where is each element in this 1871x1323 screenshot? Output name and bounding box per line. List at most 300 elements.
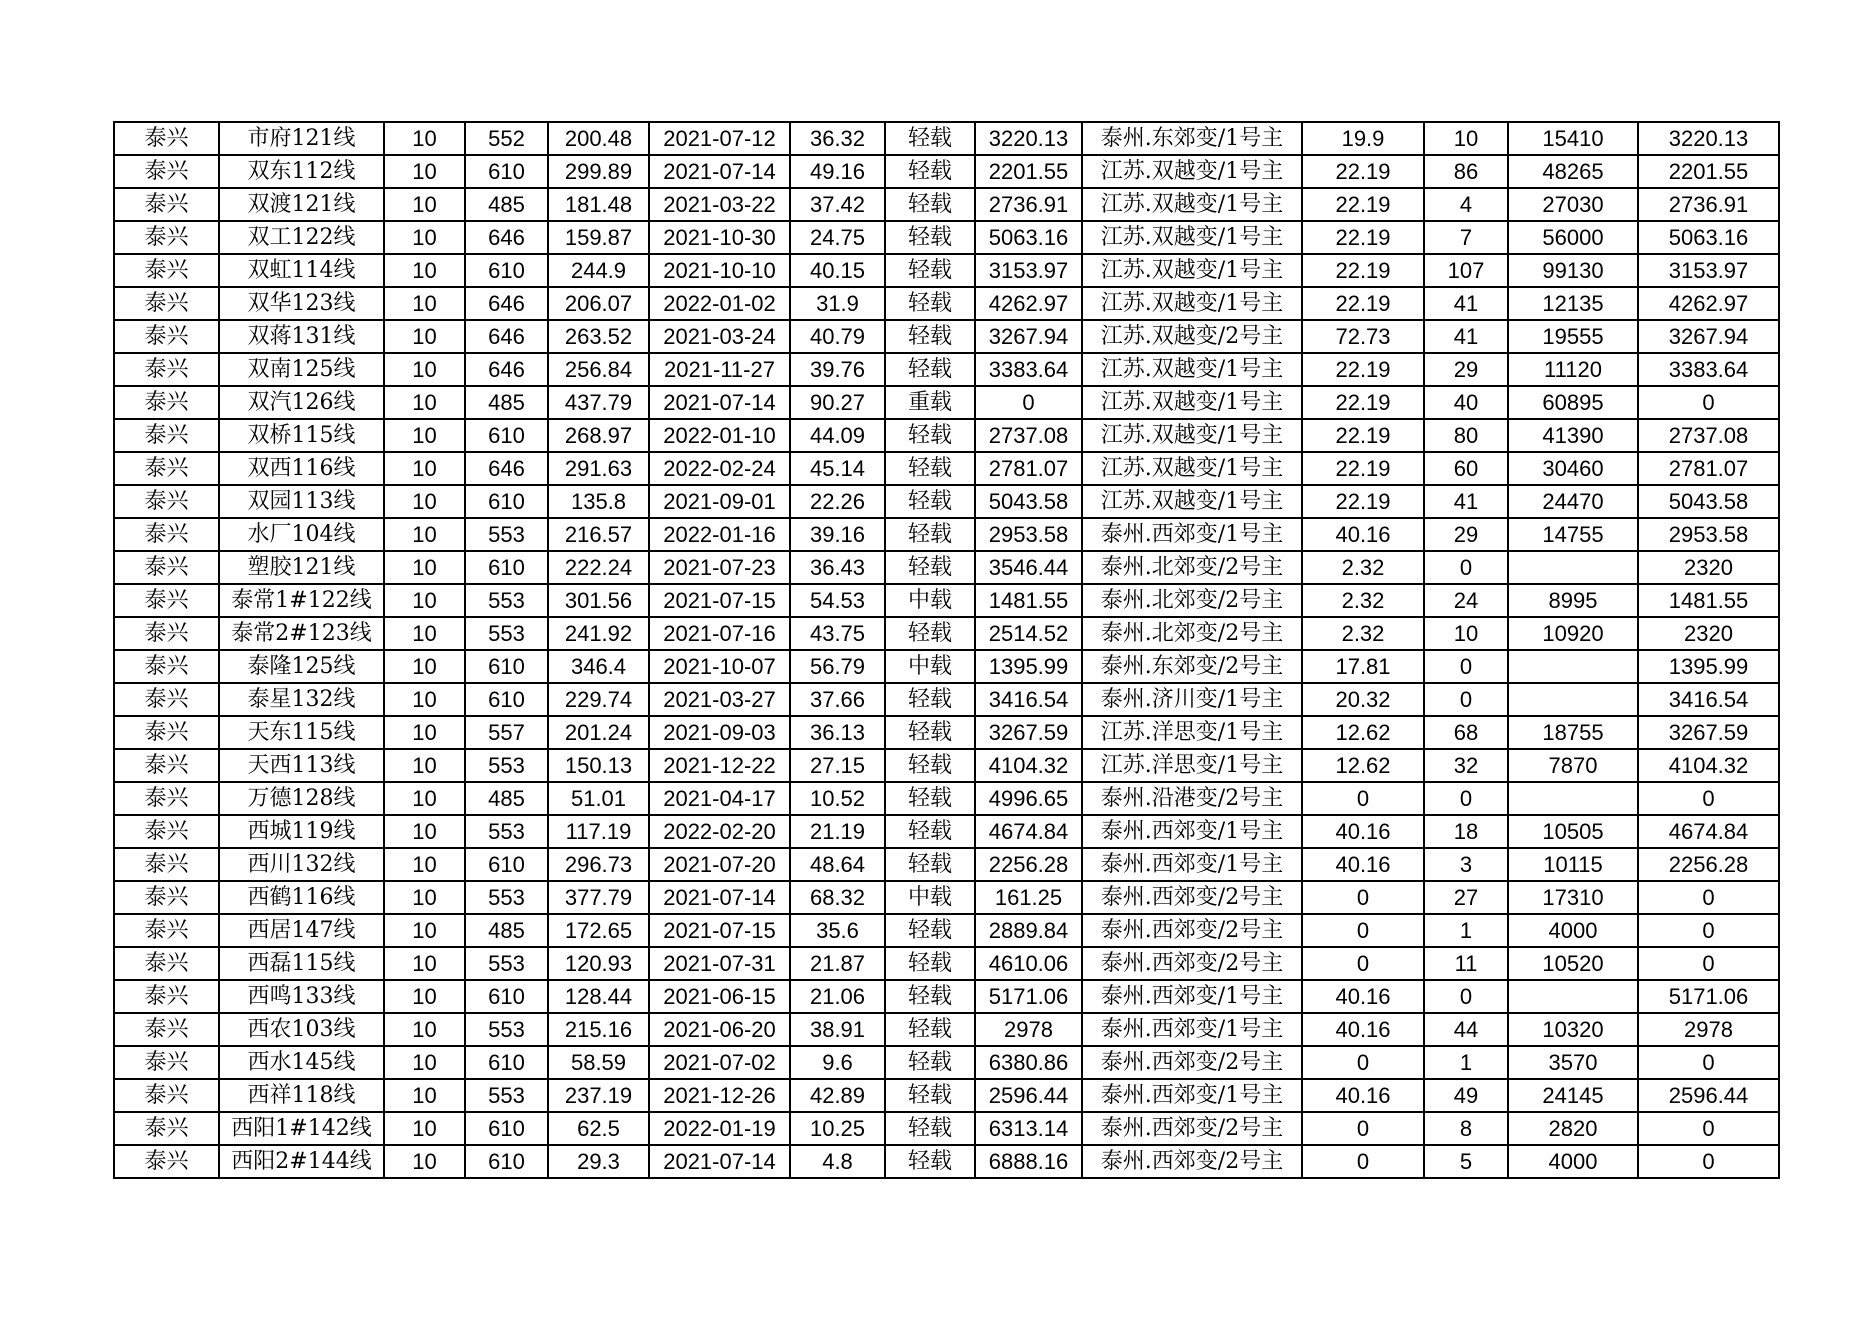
available-capacity-cell: 2514.52 xyxy=(975,617,1082,650)
pending-capacity-cell xyxy=(1508,782,1638,815)
table-row xyxy=(114,1013,1779,1046)
table-row xyxy=(114,881,1779,914)
final-capacity-cell: 2781.07 xyxy=(1638,452,1779,485)
final-capacity-cell: 2978 xyxy=(1638,1013,1779,1046)
table-row xyxy=(114,584,1779,617)
region-cell: 泰兴 xyxy=(114,650,219,683)
load-level-cell: 重载 xyxy=(885,386,975,419)
rated-current-cell: 485 xyxy=(465,386,548,419)
load-rate-cell: 37.66 xyxy=(790,683,885,716)
voltage-cell: 10 xyxy=(384,320,465,353)
pending-count-cell: 41 xyxy=(1424,320,1508,353)
table-body xyxy=(114,122,1779,1178)
load-level-cell: 轻载 xyxy=(885,1079,975,1112)
final-capacity-cell: 3383.64 xyxy=(1638,353,1779,386)
main-transformer-cell: 泰州.北郊变/2号主 xyxy=(1082,551,1302,584)
load-rate-cell: 10.52 xyxy=(790,782,885,815)
peak-date-cell: 2021-12-22 xyxy=(649,749,790,782)
pending-capacity-cell: 12135 xyxy=(1508,287,1638,320)
line-name-cell: 双园113线 xyxy=(219,485,384,518)
pending-capacity-cell: 48265 xyxy=(1508,155,1638,188)
line-name-cell: 西磊115线 xyxy=(219,947,384,980)
pending-count-cell: 44 xyxy=(1424,1013,1508,1046)
voltage-cell: 10 xyxy=(384,650,465,683)
transformer-margin-cell: 22.19 xyxy=(1302,452,1424,485)
line-name-cell: 泰常1#122线 xyxy=(219,584,384,617)
table-row xyxy=(114,1079,1779,1112)
main-transformer-cell: 江苏.双越变/2号主 xyxy=(1082,320,1302,353)
line-name-cell: 市府121线 xyxy=(219,122,384,155)
peak-date-cell: 2021-07-14 xyxy=(649,1145,790,1178)
table-row xyxy=(114,980,1779,1013)
peak-date-cell: 2021-07-15 xyxy=(649,584,790,617)
pending-count-cell: 18 xyxy=(1424,815,1508,848)
region-cell: 泰兴 xyxy=(114,320,219,353)
feeder-load-table xyxy=(113,121,1780,1179)
load-rate-cell: 31.9 xyxy=(790,287,885,320)
voltage-cell: 10 xyxy=(384,1046,465,1079)
main-transformer-cell: 江苏.双越变/1号主 xyxy=(1082,386,1302,419)
peak-date-cell: 2021-07-16 xyxy=(649,617,790,650)
pending-count-cell: 41 xyxy=(1424,287,1508,320)
rated-current-cell: 610 xyxy=(465,419,548,452)
transformer-margin-cell: 40.16 xyxy=(1302,1079,1424,1112)
voltage-cell: 10 xyxy=(384,1145,465,1178)
transformer-margin-cell: 0 xyxy=(1302,1112,1424,1145)
final-capacity-cell: 5063.16 xyxy=(1638,221,1779,254)
main-transformer-cell: 泰州.西郊变/1号主 xyxy=(1082,980,1302,1013)
rated-current-cell: 553 xyxy=(465,617,548,650)
voltage-cell: 10 xyxy=(384,848,465,881)
line-name-cell: 天东115线 xyxy=(219,716,384,749)
peak-date-cell: 2021-07-02 xyxy=(649,1046,790,1079)
line-name-cell: 西川132线 xyxy=(219,848,384,881)
rated-current-cell: 485 xyxy=(465,782,548,815)
rated-current-cell: 553 xyxy=(465,518,548,551)
load-current-cell: 172.65 xyxy=(548,914,649,947)
voltage-cell: 10 xyxy=(384,1013,465,1046)
pending-capacity-cell: 56000 xyxy=(1508,221,1638,254)
voltage-cell: 10 xyxy=(384,683,465,716)
pending-capacity-cell: 18755 xyxy=(1508,716,1638,749)
load-rate-cell: 21.87 xyxy=(790,947,885,980)
pending-capacity-cell: 30460 xyxy=(1508,452,1638,485)
voltage-cell: 10 xyxy=(384,155,465,188)
load-level-cell: 轻载 xyxy=(885,518,975,551)
rated-current-cell: 646 xyxy=(465,353,548,386)
rated-current-cell: 610 xyxy=(465,155,548,188)
load-level-cell: 轻载 xyxy=(885,848,975,881)
final-capacity-cell: 0 xyxy=(1638,1112,1779,1145)
pending-capacity-cell: 10920 xyxy=(1508,617,1638,650)
line-name-cell: 西阳2#144线 xyxy=(219,1145,384,1178)
load-rate-cell: 24.75 xyxy=(790,221,885,254)
rated-current-cell: 610 xyxy=(465,980,548,1013)
line-name-cell: 塑胶121线 xyxy=(219,551,384,584)
final-capacity-cell: 3220.13 xyxy=(1638,122,1779,155)
line-name-cell: 双南125线 xyxy=(219,353,384,386)
load-level-cell: 轻载 xyxy=(885,914,975,947)
load-rate-cell: 38.91 xyxy=(790,1013,885,1046)
rated-current-cell: 610 xyxy=(465,1112,548,1145)
region-cell: 泰兴 xyxy=(114,386,219,419)
pending-count-cell: 0 xyxy=(1424,683,1508,716)
table-row xyxy=(114,287,1779,320)
load-rate-cell: 21.19 xyxy=(790,815,885,848)
line-name-cell: 泰星132线 xyxy=(219,683,384,716)
table-row xyxy=(114,485,1779,518)
region-cell: 泰兴 xyxy=(114,1013,219,1046)
load-current-cell: 201.24 xyxy=(548,716,649,749)
load-current-cell: 128.44 xyxy=(548,980,649,1013)
peak-date-cell: 2022-02-20 xyxy=(649,815,790,848)
available-capacity-cell: 5063.16 xyxy=(975,221,1082,254)
rated-current-cell: 646 xyxy=(465,320,548,353)
available-capacity-cell: 6380.86 xyxy=(975,1046,1082,1079)
table-row xyxy=(114,518,1779,551)
pending-capacity-cell: 7870 xyxy=(1508,749,1638,782)
load-level-cell: 轻载 xyxy=(885,815,975,848)
load-current-cell: 58.59 xyxy=(548,1046,649,1079)
pending-capacity-cell: 10505 xyxy=(1508,815,1638,848)
rated-current-cell: 610 xyxy=(465,485,548,518)
main-transformer-cell: 泰州.东郊变/1号主 xyxy=(1082,122,1302,155)
voltage-cell: 10 xyxy=(384,749,465,782)
main-transformer-cell: 江苏.双越变/1号主 xyxy=(1082,287,1302,320)
table-row xyxy=(114,650,1779,683)
voltage-cell: 10 xyxy=(384,188,465,221)
rated-current-cell: 646 xyxy=(465,221,548,254)
region-cell: 泰兴 xyxy=(114,287,219,320)
pending-capacity-cell: 17310 xyxy=(1508,881,1638,914)
pending-count-cell: 0 xyxy=(1424,980,1508,1013)
line-name-cell: 双虹114线 xyxy=(219,254,384,287)
region-cell: 泰兴 xyxy=(114,881,219,914)
table-row xyxy=(114,188,1779,221)
available-capacity-cell: 2256.28 xyxy=(975,848,1082,881)
load-level-cell: 轻载 xyxy=(885,254,975,287)
load-rate-cell: 43.75 xyxy=(790,617,885,650)
region-cell: 泰兴 xyxy=(114,683,219,716)
voltage-cell: 10 xyxy=(384,584,465,617)
transformer-margin-cell: 0 xyxy=(1302,1145,1424,1178)
rated-current-cell: 553 xyxy=(465,881,548,914)
transformer-margin-cell: 0 xyxy=(1302,947,1424,980)
pending-capacity-cell xyxy=(1508,683,1638,716)
load-level-cell: 中载 xyxy=(885,584,975,617)
pending-count-cell: 32 xyxy=(1424,749,1508,782)
region-cell: 泰兴 xyxy=(114,584,219,617)
pending-capacity-cell: 10520 xyxy=(1508,947,1638,980)
rated-current-cell: 553 xyxy=(465,947,548,980)
load-level-cell: 轻载 xyxy=(885,353,975,386)
region-cell: 泰兴 xyxy=(114,848,219,881)
table-row xyxy=(114,1145,1779,1178)
main-transformer-cell: 泰州.沿港变/2号主 xyxy=(1082,782,1302,815)
available-capacity-cell: 3153.97 xyxy=(975,254,1082,287)
load-rate-cell: 36.32 xyxy=(790,122,885,155)
load-current-cell: 181.48 xyxy=(548,188,649,221)
rated-current-cell: 610 xyxy=(465,1145,548,1178)
final-capacity-cell: 5171.06 xyxy=(1638,980,1779,1013)
load-rate-cell: 56.79 xyxy=(790,650,885,683)
voltage-cell: 10 xyxy=(384,1112,465,1145)
voltage-cell: 10 xyxy=(384,353,465,386)
table-row xyxy=(114,848,1779,881)
pending-capacity-cell: 4000 xyxy=(1508,1145,1638,1178)
table-row xyxy=(114,419,1779,452)
voltage-cell: 10 xyxy=(384,815,465,848)
final-capacity-cell: 2201.55 xyxy=(1638,155,1779,188)
table-row xyxy=(114,353,1779,386)
pending-capacity-cell: 19555 xyxy=(1508,320,1638,353)
pending-count-cell: 107 xyxy=(1424,254,1508,287)
region-cell: 泰兴 xyxy=(114,155,219,188)
pending-count-cell: 10 xyxy=(1424,122,1508,155)
load-current-cell: 51.01 xyxy=(548,782,649,815)
available-capacity-cell: 4104.32 xyxy=(975,749,1082,782)
pending-count-cell: 7 xyxy=(1424,221,1508,254)
voltage-cell: 10 xyxy=(384,122,465,155)
main-transformer-cell: 泰州.西郊变/2号主 xyxy=(1082,1046,1302,1079)
pending-capacity-cell: 60895 xyxy=(1508,386,1638,419)
load-current-cell: 296.73 xyxy=(548,848,649,881)
voltage-cell: 10 xyxy=(384,1079,465,1112)
load-level-cell: 轻载 xyxy=(885,617,975,650)
pending-capacity-cell: 99130 xyxy=(1508,254,1638,287)
peak-date-cell: 2021-11-27 xyxy=(649,353,790,386)
main-transformer-cell: 江苏.双越变/1号主 xyxy=(1082,254,1302,287)
pending-capacity-cell: 3570 xyxy=(1508,1046,1638,1079)
load-rate-cell: 9.6 xyxy=(790,1046,885,1079)
load-rate-cell: 10.25 xyxy=(790,1112,885,1145)
load-level-cell: 轻载 xyxy=(885,749,975,782)
rated-current-cell: 553 xyxy=(465,584,548,617)
table-row xyxy=(114,782,1779,815)
load-level-cell: 轻载 xyxy=(885,188,975,221)
transformer-margin-cell: 0 xyxy=(1302,1046,1424,1079)
line-name-cell: 双蒋131线 xyxy=(219,320,384,353)
transformer-margin-cell: 2.32 xyxy=(1302,584,1424,617)
pending-capacity-cell: 41390 xyxy=(1508,419,1638,452)
pending-count-cell: 1 xyxy=(1424,1046,1508,1079)
voltage-cell: 10 xyxy=(384,914,465,947)
voltage-cell: 10 xyxy=(384,221,465,254)
rated-current-cell: 553 xyxy=(465,815,548,848)
voltage-cell: 10 xyxy=(384,254,465,287)
peak-date-cell: 2021-07-15 xyxy=(649,914,790,947)
final-capacity-cell: 2596.44 xyxy=(1638,1079,1779,1112)
available-capacity-cell: 2596.44 xyxy=(975,1079,1082,1112)
load-current-cell: 299.89 xyxy=(548,155,649,188)
load-current-cell: 244.9 xyxy=(548,254,649,287)
final-capacity-cell: 1481.55 xyxy=(1638,584,1779,617)
available-capacity-cell: 4674.84 xyxy=(975,815,1082,848)
main-transformer-cell: 泰州.西郊变/2号主 xyxy=(1082,947,1302,980)
pending-capacity-cell xyxy=(1508,551,1638,584)
load-current-cell: 120.93 xyxy=(548,947,649,980)
transformer-margin-cell: 20.32 xyxy=(1302,683,1424,716)
load-level-cell: 轻载 xyxy=(885,419,975,452)
pending-capacity-cell xyxy=(1508,650,1638,683)
voltage-cell: 10 xyxy=(384,782,465,815)
pending-count-cell: 68 xyxy=(1424,716,1508,749)
pending-count-cell: 80 xyxy=(1424,419,1508,452)
final-capacity-cell: 3267.94 xyxy=(1638,320,1779,353)
table-row xyxy=(114,749,1779,782)
region-cell: 泰兴 xyxy=(114,452,219,485)
main-transformer-cell: 泰州.西郊变/1号主 xyxy=(1082,1013,1302,1046)
load-rate-cell: 36.13 xyxy=(790,716,885,749)
main-transformer-cell: 泰州.西郊变/1号主 xyxy=(1082,1079,1302,1112)
transformer-margin-cell: 40.16 xyxy=(1302,518,1424,551)
region-cell: 泰兴 xyxy=(114,1145,219,1178)
line-name-cell: 双汽126线 xyxy=(219,386,384,419)
transformer-margin-cell: 40.16 xyxy=(1302,980,1424,1013)
peak-date-cell: 2022-01-10 xyxy=(649,419,790,452)
load-current-cell: 62.5 xyxy=(548,1112,649,1145)
available-capacity-cell: 2781.07 xyxy=(975,452,1082,485)
peak-date-cell: 2022-01-02 xyxy=(649,287,790,320)
peak-date-cell: 2021-12-26 xyxy=(649,1079,790,1112)
pending-count-cell: 29 xyxy=(1424,518,1508,551)
transformer-margin-cell: 0 xyxy=(1302,881,1424,914)
peak-date-cell: 2021-07-23 xyxy=(649,551,790,584)
rated-current-cell: 610 xyxy=(465,650,548,683)
pending-capacity-cell: 27030 xyxy=(1508,188,1638,221)
pending-capacity-cell: 11120 xyxy=(1508,353,1638,386)
voltage-cell: 10 xyxy=(384,980,465,1013)
peak-date-cell: 2021-07-12 xyxy=(649,122,790,155)
load-current-cell: 200.48 xyxy=(548,122,649,155)
voltage-cell: 10 xyxy=(384,386,465,419)
voltage-cell: 10 xyxy=(384,551,465,584)
load-rate-cell: 40.15 xyxy=(790,254,885,287)
available-capacity-cell: 161.25 xyxy=(975,881,1082,914)
peak-date-cell: 2021-10-10 xyxy=(649,254,790,287)
load-current-cell: 237.19 xyxy=(548,1079,649,1112)
final-capacity-cell: 2256.28 xyxy=(1638,848,1779,881)
region-cell: 泰兴 xyxy=(114,518,219,551)
main-transformer-cell: 泰州.济川变/1号主 xyxy=(1082,683,1302,716)
rated-current-cell: 610 xyxy=(465,1046,548,1079)
main-transformer-cell: 泰州.西郊变/1号主 xyxy=(1082,518,1302,551)
rated-current-cell: 557 xyxy=(465,716,548,749)
load-level-cell: 轻载 xyxy=(885,551,975,584)
main-transformer-cell: 江苏.双越变/1号主 xyxy=(1082,452,1302,485)
voltage-cell: 10 xyxy=(384,287,465,320)
load-level-cell: 轻载 xyxy=(885,221,975,254)
load-rate-cell: 68.32 xyxy=(790,881,885,914)
line-name-cell: 西阳1#142线 xyxy=(219,1112,384,1145)
load-level-cell: 轻载 xyxy=(885,1013,975,1046)
available-capacity-cell: 3267.94 xyxy=(975,320,1082,353)
main-transformer-cell: 泰州.北郊变/2号主 xyxy=(1082,617,1302,650)
line-name-cell: 双工122线 xyxy=(219,221,384,254)
table-row xyxy=(114,1112,1779,1145)
region-cell: 泰兴 xyxy=(114,1046,219,1079)
region-cell: 泰兴 xyxy=(114,122,219,155)
transformer-margin-cell: 19.9 xyxy=(1302,122,1424,155)
rated-current-cell: 646 xyxy=(465,452,548,485)
peak-date-cell: 2021-03-24 xyxy=(649,320,790,353)
load-current-cell: 346.4 xyxy=(548,650,649,683)
table-row xyxy=(114,155,1779,188)
table-row xyxy=(114,320,1779,353)
pending-count-cell: 4 xyxy=(1424,188,1508,221)
peak-date-cell: 2022-02-24 xyxy=(649,452,790,485)
line-name-cell: 西农103线 xyxy=(219,1013,384,1046)
load-rate-cell: 49.16 xyxy=(790,155,885,188)
load-current-cell: 241.92 xyxy=(548,617,649,650)
available-capacity-cell: 2737.08 xyxy=(975,419,1082,452)
rated-current-cell: 485 xyxy=(465,188,548,221)
pending-count-cell: 41 xyxy=(1424,485,1508,518)
rated-current-cell: 485 xyxy=(465,914,548,947)
available-capacity-cell: 3220.13 xyxy=(975,122,1082,155)
region-cell: 泰兴 xyxy=(114,914,219,947)
load-rate-cell: 39.16 xyxy=(790,518,885,551)
main-transformer-cell: 江苏.双越变/1号主 xyxy=(1082,419,1302,452)
available-capacity-cell: 3546.44 xyxy=(975,551,1082,584)
final-capacity-cell: 4262.97 xyxy=(1638,287,1779,320)
transformer-margin-cell: 0 xyxy=(1302,914,1424,947)
region-cell: 泰兴 xyxy=(114,947,219,980)
load-level-cell: 轻载 xyxy=(885,980,975,1013)
region-cell: 泰兴 xyxy=(114,617,219,650)
available-capacity-cell: 4610.06 xyxy=(975,947,1082,980)
available-capacity-cell: 2953.58 xyxy=(975,518,1082,551)
load-current-cell: 159.87 xyxy=(548,221,649,254)
main-transformer-cell: 江苏.双越变/1号主 xyxy=(1082,188,1302,221)
peak-date-cell: 2022-01-19 xyxy=(649,1112,790,1145)
available-capacity-cell: 6313.14 xyxy=(975,1112,1082,1145)
main-transformer-cell: 江苏.洋思变/1号主 xyxy=(1082,749,1302,782)
pending-capacity-cell: 8995 xyxy=(1508,584,1638,617)
load-current-cell: 216.57 xyxy=(548,518,649,551)
peak-date-cell: 2021-07-14 xyxy=(649,881,790,914)
rated-current-cell: 552 xyxy=(465,122,548,155)
pending-capacity-cell xyxy=(1508,980,1638,1013)
rated-current-cell: 646 xyxy=(465,287,548,320)
final-capacity-cell: 1395.99 xyxy=(1638,650,1779,683)
voltage-cell: 10 xyxy=(384,617,465,650)
table-row xyxy=(114,914,1779,947)
region-cell: 泰兴 xyxy=(114,221,219,254)
available-capacity-cell: 2736.91 xyxy=(975,188,1082,221)
line-name-cell: 天西113线 xyxy=(219,749,384,782)
voltage-cell: 10 xyxy=(384,716,465,749)
pending-count-cell: 3 xyxy=(1424,848,1508,881)
main-transformer-cell: 江苏.双越变/1号主 xyxy=(1082,221,1302,254)
final-capacity-cell: 2320 xyxy=(1638,617,1779,650)
main-transformer-cell: 泰州.北郊变/2号主 xyxy=(1082,584,1302,617)
final-capacity-cell: 0 xyxy=(1638,1046,1779,1079)
load-rate-cell: 39.76 xyxy=(790,353,885,386)
region-cell: 泰兴 xyxy=(114,716,219,749)
region-cell: 泰兴 xyxy=(114,980,219,1013)
available-capacity-cell: 5043.58 xyxy=(975,485,1082,518)
transformer-margin-cell: 17.81 xyxy=(1302,650,1424,683)
line-name-cell: 水厂104线 xyxy=(219,518,384,551)
rated-current-cell: 610 xyxy=(465,683,548,716)
pending-count-cell: 0 xyxy=(1424,650,1508,683)
load-level-cell: 中载 xyxy=(885,881,975,914)
main-transformer-cell: 泰州.西郊变/2号主 xyxy=(1082,914,1302,947)
rated-current-cell: 553 xyxy=(465,1013,548,1046)
load-level-cell: 轻载 xyxy=(885,1145,975,1178)
main-transformer-cell: 泰州.西郊变/2号主 xyxy=(1082,1112,1302,1145)
